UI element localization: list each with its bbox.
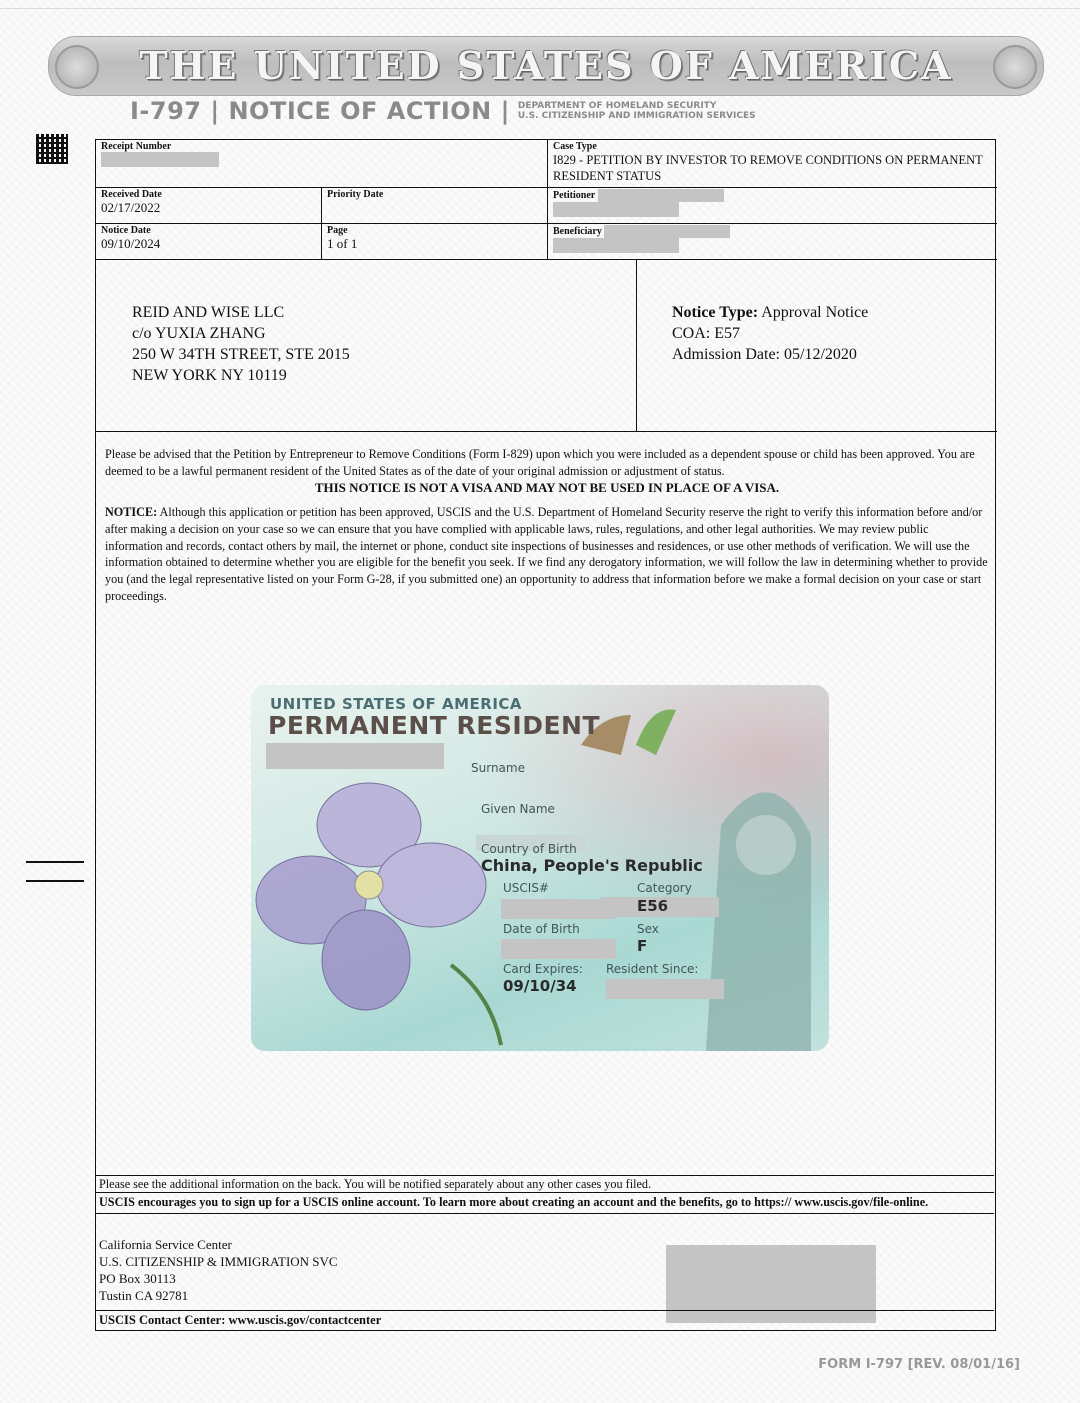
service-center-line4: Tustin CA 92781 [99,1288,189,1303]
card-country-label: Country of Birth [481,842,577,856]
form-header [130,96,756,126]
green-card-image [251,685,829,1051]
service-center-line3: PO Box 30113 [99,1271,176,1286]
received-date-cell [96,188,322,224]
received-date-value: 02/17/2022 [101,200,161,215]
priority-date-label: Priority Date [327,189,384,200]
card-dob-label: Date of Birth [503,922,580,936]
approval-paragraph: Please be advised that the Petition by Entrepreneur to Remove Conditions (Form I-829) upon which you were included as a dependent spouse or child has been approved. You are deemed to be a lawful permanent resident of the United States as of the date of your original admission or adjustment of status. [105,447,975,478]
card-sex-value: F [637,937,648,955]
card-country-value: China, People's Republic [481,856,703,875]
notice-text: Although this application or petition has been approved, USCIS and the U.S. Department of Homeland Security reserve the right to verify this information before and/or after making a decision on your case so we can ensure that you have complied with applicable laws, rules, regulations, and other legal authorities. We may review public information and records, contact others by mail, the internet or phone, conduct site inspections of businesses and residences, or use other methods of verification. We will use the information obtained to determine whether you are eligible for the benefit you seek. If we find any derogatory information, we will follow the law in determining whether to provide you (and the legal representative listed on your Form G-28, if you submitted one) an opportunity to address that information before we make a formal decision on your case or start proceedings. [105,505,988,603]
receipt-number-label: Receipt Number [101,141,172,152]
redacted-petitioner [598,189,724,202]
notice-form [95,139,996,1331]
card-category-label: Category [637,881,692,895]
dept-line1: DEPARTMENT OF HOMELAND SECURITY [517,101,717,111]
barcode-icon [36,134,68,164]
redacted-beneficiary [604,225,730,238]
notice-date-cell [96,224,322,260]
card-sex-label: Sex [637,922,659,936]
notice-date-label: Notice Date [101,225,151,236]
page-label: Page [327,225,348,236]
margin-mark [26,861,84,863]
case-type-value: I829 - PETITION BY INVESTOR TO REMOVE CONDITIONS ON PERMANENT RESIDENT STATUS [553,153,983,183]
receipt-number-cell [96,140,548,188]
petitioner-label: Petitioner [548,188,997,202]
recipient-address-cell [96,260,637,432]
online-account-notice: USCIS encourages you to sign up for a USCIS online account. To learn more about creating an account and the benefits, go to https:// www.uscis.gov/file-online. [96,1192,994,1214]
card-category-value: E56 [637,897,669,915]
received-date-label: Received Date [101,189,162,200]
admission-date: Admission Date: 05/12/2020 [672,346,857,363]
card-expires-label: Card Expires: [503,962,583,976]
card-resident-since-label: Resident Since: [606,962,699,976]
redacted-petitioner-2 [553,202,679,217]
priority-date-cell [322,188,548,224]
additional-info: Please see the additional information on the back. You will be notified separately about any other cases you filed. [96,1175,994,1193]
recipient-line2: c/o YUXIA ZHANG [132,325,266,342]
recipient-line1: REID AND WISE LLC [132,304,285,321]
form-revision-footer: FORM I-797 [REV. 08/01/16] [818,1357,1020,1372]
dept-line2: U.S. CITIZENSHIP AND IMMIGRATION SERVICES [517,111,756,121]
department-name [518,101,756,121]
redacted-beneficiary-2 [553,238,679,253]
page-value: 1 of 1 [327,236,358,251]
margin-mark [26,880,84,882]
notice-info [672,302,868,365]
recipient-address [132,302,350,386]
notice-type-value: Approval Notice [761,304,869,321]
service-center-address [99,1236,338,1304]
notice-date-value: 09/10/2024 [101,236,161,251]
not-a-visa-statement: THIS NOTICE IS NOT A VISA AND MAY NOT BE USED IN PLACE OF A VISA. [314,480,780,495]
notice-type-label: Notice Type: [672,304,759,321]
card-uscis-label: USCIS# [503,881,549,895]
card-given-name-label: Given Name [481,802,555,816]
coa-value: COA: E57 [672,325,740,342]
card-expires-value: 09/10/34 [503,977,577,995]
beneficiary-label: Beneficiary [548,224,997,238]
card-title-line1: UNITED STATES OF AMERICA [270,695,523,713]
banner-title: THE UNITED STATES OF AMERICA [139,43,953,88]
card-surname-label: Surname [471,761,525,775]
beneficiary-cell [548,224,997,260]
service-center-line2: U.S. CITIZENSHIP & IMMIGRATION SVC [99,1254,338,1269]
card-title-line2: PERMANENT RESIDENT [268,711,600,740]
page-cell [322,224,548,260]
notice-label: NOTICE: [105,505,158,519]
form-title: I-797 | NOTICE OF ACTION | [130,97,510,125]
service-center-line1: California Service Center [99,1237,232,1252]
case-type-cell [548,140,997,188]
recipient-line3: 250 W 34TH STREET, STE 2015 [132,346,350,363]
banner [48,36,1044,96]
top-border [0,8,1080,9]
case-type-label: Case Type [553,141,597,152]
contact-center: USCIS Contact Center: www.uscis.gov/contactcenter [96,1310,994,1330]
petitioner-cell [548,188,997,224]
notice-info-cell [637,260,997,432]
recipient-line4: NEW YORK NY 10119 [132,367,287,384]
notice-paragraph [105,504,989,605]
redacted-receipt-number [101,152,219,167]
